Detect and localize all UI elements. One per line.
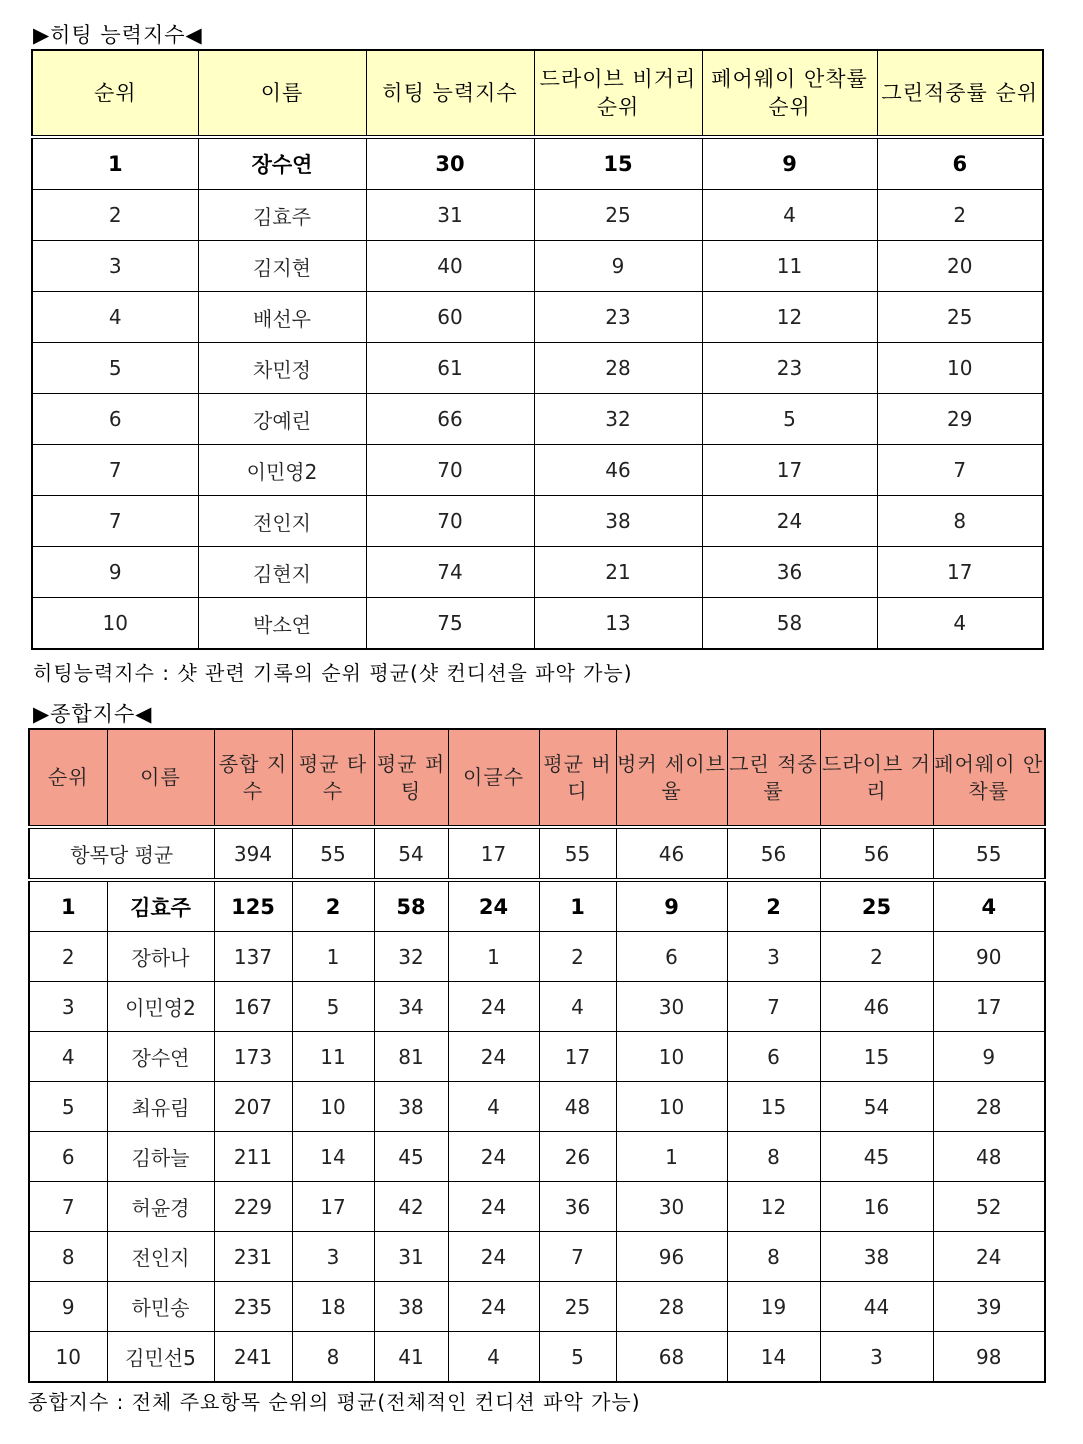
rank-cell: 4 (32, 292, 198, 343)
overall-index-cell: 231 (214, 1232, 292, 1282)
avg-putts-cell: 32 (374, 932, 448, 982)
eagles-cell: 1 (448, 932, 539, 982)
header-drive-distance: 드라이브 거리 (820, 729, 933, 827)
header-average-strokes: 평균 타수 (292, 729, 374, 827)
table-row (32, 445, 1043, 496)
drive-rank-cell: 15 (534, 137, 702, 190)
hitting-index-table (31, 49, 1044, 650)
fairway-accuracy-cell: 28 (933, 1082, 1045, 1132)
avg-birdies-cell: 26 (539, 1132, 616, 1182)
avg-putts-cell: 41 (374, 1332, 448, 1383)
avg-strokes-cell: 17 (292, 1182, 374, 1232)
overall-index-cell: 125 (214, 880, 292, 932)
hitting-index-cell: 75 (366, 598, 534, 650)
eagles-cell: 4 (448, 1082, 539, 1132)
fairway-rank-cell: 17 (702, 445, 877, 496)
avg-birdies-cell: 36 (539, 1182, 616, 1232)
rank-cell: 10 (29, 1332, 107, 1383)
green-accuracy-cell: 2 (727, 880, 820, 932)
table-row (29, 1332, 1045, 1383)
table-row (29, 1032, 1045, 1082)
header-rank: 순위 (29, 729, 107, 827)
avg-strokes-cell: 8 (292, 1332, 374, 1383)
green-rank-cell: 8 (877, 496, 1043, 547)
hitting-index-cell: 70 (366, 445, 534, 496)
name-cell: 김현지 (198, 547, 366, 598)
fairway-rank-cell: 4 (702, 190, 877, 241)
green-rank-cell: 4 (877, 598, 1043, 650)
name-cell: 전인지 (107, 1232, 214, 1282)
rank-cell: 8 (29, 1232, 107, 1282)
table-row (29, 880, 1045, 932)
average-avg-strokes-cell: 55 (292, 827, 374, 880)
green-accuracy-cell: 3 (727, 932, 820, 982)
avg-birdies-cell: 17 (539, 1032, 616, 1082)
rank-cell: 6 (29, 1132, 107, 1182)
table-row (29, 1232, 1045, 1282)
average-bunker-save-cell: 46 (616, 827, 727, 880)
eagles-cell: 24 (448, 880, 539, 932)
overall-index-cell: 167 (214, 982, 292, 1032)
average-label: 항목당 평균 (29, 827, 214, 880)
average-avg-putts-cell: 54 (374, 827, 448, 880)
table-row (29, 982, 1045, 1032)
avg-putts-cell: 38 (374, 1282, 448, 1332)
green-accuracy-cell: 14 (727, 1332, 820, 1383)
avg-putts-cell: 58 (374, 880, 448, 932)
overall-index-cell: 235 (214, 1282, 292, 1332)
bunker-save-cell: 1 (616, 1132, 727, 1182)
eagles-cell: 24 (448, 1132, 539, 1182)
table-row (32, 343, 1043, 394)
name-cell: 김효주 (198, 190, 366, 241)
name-cell: 하민송 (107, 1282, 214, 1332)
table-row (32, 547, 1043, 598)
bunker-save-cell: 30 (616, 982, 727, 1032)
green-rank-cell: 6 (877, 137, 1043, 190)
bunker-save-cell: 30 (616, 1182, 727, 1232)
green-rank-cell: 10 (877, 343, 1043, 394)
average-drive-distance-cell: 56 (820, 827, 933, 880)
bunker-save-cell: 6 (616, 932, 727, 982)
drive-distance-cell: 3 (820, 1332, 933, 1383)
drive-rank-cell: 23 (534, 292, 702, 343)
fairway-rank-cell: 12 (702, 292, 877, 343)
rank-cell: 1 (29, 880, 107, 932)
hitting-index-cell: 31 (366, 190, 534, 241)
avg-strokes-cell: 1 (292, 932, 374, 982)
fairway-accuracy-cell: 24 (933, 1232, 1045, 1282)
name-cell: 강예린 (198, 394, 366, 445)
table-row (32, 292, 1043, 343)
avg-birdies-cell: 4 (539, 982, 616, 1032)
green-rank-cell: 7 (877, 445, 1043, 496)
drive-distance-cell: 25 (820, 880, 933, 932)
bunker-save-cell: 10 (616, 1082, 727, 1132)
drive-rank-cell: 21 (534, 547, 702, 598)
drive-rank-cell: 46 (534, 445, 702, 496)
name-cell: 장하나 (107, 932, 214, 982)
table-row (29, 1282, 1045, 1332)
name-cell: 김지현 (198, 241, 366, 292)
table-row (32, 598, 1043, 650)
green-rank-cell: 25 (877, 292, 1043, 343)
name-cell: 허윤경 (107, 1182, 214, 1232)
fairway-accuracy-cell: 17 (933, 982, 1045, 1032)
hitting-index-cell: 61 (366, 343, 534, 394)
name-cell: 김하늘 (107, 1132, 214, 1182)
name-cell: 김민선5 (107, 1332, 214, 1383)
header-name: 이름 (107, 729, 214, 827)
green-accuracy-cell: 15 (727, 1082, 820, 1132)
green-rank-cell: 2 (877, 190, 1043, 241)
header-hitting-index: 히팅 능력지수 (366, 50, 534, 137)
average-fairway-accuracy-cell: 55 (933, 827, 1045, 880)
rank-cell: 7 (29, 1182, 107, 1232)
name-cell: 최유림 (107, 1082, 214, 1132)
drive-rank-cell: 25 (534, 190, 702, 241)
rank-cell: 6 (32, 394, 198, 445)
name-cell: 전인지 (198, 496, 366, 547)
fairway-rank-cell: 9 (702, 137, 877, 190)
header-rank: 순위 (32, 50, 198, 137)
header-green-rank: 그린적중률 순위 (877, 50, 1043, 137)
drive-distance-cell: 15 (820, 1032, 933, 1082)
avg-birdies-cell: 7 (539, 1232, 616, 1282)
drive-rank-cell: 28 (534, 343, 702, 394)
bunker-save-cell: 10 (616, 1032, 727, 1082)
hitting-index-cell: 30 (366, 137, 534, 190)
fairway-accuracy-cell: 90 (933, 932, 1045, 982)
name-cell: 차민정 (198, 343, 366, 394)
fairway-accuracy-cell: 52 (933, 1182, 1045, 1232)
table-row (32, 190, 1043, 241)
rank-cell: 5 (29, 1082, 107, 1132)
hitting-index-cell: 70 (366, 496, 534, 547)
drive-rank-cell: 9 (534, 241, 702, 292)
avg-strokes-cell: 10 (292, 1082, 374, 1132)
average-eagles-cell: 17 (448, 827, 539, 880)
name-cell: 박소연 (198, 598, 366, 650)
drive-rank-cell: 38 (534, 496, 702, 547)
hitting-index-cell: 60 (366, 292, 534, 343)
table-row (32, 241, 1043, 292)
hitting-index-note: 히팅능력지수 : 샷 관련 기록의 순위 평균(샷 컨디션을 파악 가능) (33, 661, 633, 685)
header-eagles: 이글수 (448, 729, 539, 827)
avg-strokes-cell: 2 (292, 880, 374, 932)
avg-putts-cell: 81 (374, 1032, 448, 1082)
header-overall-index: 종합 지수 (214, 729, 292, 827)
green-accuracy-cell: 12 (727, 1182, 820, 1232)
avg-birdies-cell: 1 (539, 880, 616, 932)
drive-distance-cell: 54 (820, 1082, 933, 1132)
table-row (32, 394, 1043, 445)
overall-index-cell: 207 (214, 1082, 292, 1132)
eagles-cell: 24 (448, 1032, 539, 1082)
rank-cell: 5 (32, 343, 198, 394)
name-cell: 장수연 (198, 137, 366, 190)
green-accuracy-cell: 7 (727, 982, 820, 1032)
bunker-save-cell: 9 (616, 880, 727, 932)
fairway-rank-cell: 23 (702, 343, 877, 394)
rank-cell: 10 (32, 598, 198, 650)
avg-putts-cell: 38 (374, 1082, 448, 1132)
overall-index-cell: 211 (214, 1132, 292, 1182)
overall-index-cell: 173 (214, 1032, 292, 1082)
rank-cell: 9 (32, 547, 198, 598)
header-fairway-rank: 페어웨이 안착률 순위 (702, 50, 877, 137)
table-row (29, 1082, 1045, 1132)
avg-strokes-cell: 11 (292, 1032, 374, 1082)
overall-index-cell: 137 (214, 932, 292, 982)
table-row (32, 137, 1043, 190)
hitting-index-header-row (32, 50, 1043, 137)
eagles-cell: 4 (448, 1332, 539, 1383)
overall-index-note: 종합지수 : 전체 주요항목 순위의 평균(전체적인 컨디션 파악 가능) (28, 1390, 641, 1414)
table-row (29, 1182, 1045, 1232)
green-rank-cell: 20 (877, 241, 1043, 292)
green-accuracy-cell: 6 (727, 1032, 820, 1082)
green-rank-cell: 29 (877, 394, 1043, 445)
avg-birdies-cell: 2 (539, 932, 616, 982)
bunker-save-cell: 28 (616, 1282, 727, 1332)
avg-birdies-cell: 5 (539, 1332, 616, 1383)
header-drive-distance-rank: 드라이브 비거리순위 (534, 50, 702, 137)
average-overall-index-cell: 394 (214, 827, 292, 880)
table-row (29, 1132, 1045, 1182)
hitting-index-cell: 40 (366, 241, 534, 292)
rank-cell: 4 (29, 1032, 107, 1082)
avg-putts-cell: 42 (374, 1182, 448, 1232)
header-green-accuracy: 그린 적중률 (727, 729, 820, 827)
eagles-cell: 24 (448, 1182, 539, 1232)
drive-rank-cell: 32 (534, 394, 702, 445)
name-cell: 김효주 (107, 880, 214, 932)
eagles-cell: 24 (448, 1232, 539, 1282)
rank-cell: 9 (29, 1282, 107, 1332)
overall-index-cell: 241 (214, 1332, 292, 1383)
drive-distance-cell: 16 (820, 1182, 933, 1232)
bunker-save-cell: 68 (616, 1332, 727, 1383)
fairway-accuracy-cell: 48 (933, 1132, 1045, 1182)
name-cell: 이민영2 (107, 982, 214, 1032)
avg-putts-cell: 45 (374, 1132, 448, 1182)
drive-distance-cell: 45 (820, 1132, 933, 1182)
hitting-index-cell: 66 (366, 394, 534, 445)
drive-distance-cell: 44 (820, 1282, 933, 1332)
overall-index-cell: 229 (214, 1182, 292, 1232)
fairway-accuracy-cell: 4 (933, 880, 1045, 932)
name-cell: 배선우 (198, 292, 366, 343)
header-bunker-save: 벙커 세이브율 (616, 729, 727, 827)
rank-cell: 7 (32, 445, 198, 496)
overall-index-title: ▶종합지수◀ (33, 702, 153, 726)
avg-strokes-cell: 3 (292, 1232, 374, 1282)
drive-distance-cell: 38 (820, 1232, 933, 1282)
header-name: 이름 (198, 50, 366, 137)
fairway-rank-cell: 5 (702, 394, 877, 445)
fairway-accuracy-cell: 9 (933, 1032, 1045, 1082)
fairway-rank-cell: 58 (702, 598, 877, 650)
avg-putts-cell: 31 (374, 1232, 448, 1282)
drive-rank-cell: 13 (534, 598, 702, 650)
avg-strokes-cell: 5 (292, 982, 374, 1032)
bunker-save-cell: 96 (616, 1232, 727, 1282)
fairway-rank-cell: 36 (702, 547, 877, 598)
avg-birdies-cell: 25 (539, 1282, 616, 1332)
overall-index-header-row (29, 729, 1045, 827)
average-green-accuracy-cell: 56 (727, 827, 820, 880)
green-accuracy-cell: 8 (727, 1232, 820, 1282)
avg-strokes-cell: 14 (292, 1132, 374, 1182)
green-accuracy-cell: 8 (727, 1132, 820, 1182)
header-fairway-accuracy: 페어웨이 안착률 (933, 729, 1045, 827)
rank-cell: 3 (32, 241, 198, 292)
eagles-cell: 24 (448, 1282, 539, 1332)
average-row (29, 827, 1045, 880)
rank-cell: 1 (32, 137, 198, 190)
rank-cell: 3 (29, 982, 107, 1032)
rank-cell: 2 (29, 932, 107, 982)
fairway-accuracy-cell: 98 (933, 1332, 1045, 1383)
fairway-rank-cell: 11 (702, 241, 877, 292)
rank-cell: 2 (32, 190, 198, 241)
fairway-rank-cell: 24 (702, 496, 877, 547)
green-rank-cell: 17 (877, 547, 1043, 598)
header-average-putts: 평균 퍼팅 (374, 729, 448, 827)
hitting-index-cell: 74 (366, 547, 534, 598)
drive-distance-cell: 46 (820, 982, 933, 1032)
header-average-birdies: 평균 버디 (539, 729, 616, 827)
avg-strokes-cell: 18 (292, 1282, 374, 1332)
avg-putts-cell: 34 (374, 982, 448, 1032)
name-cell: 장수연 (107, 1032, 214, 1082)
fairway-accuracy-cell: 39 (933, 1282, 1045, 1332)
table-row (29, 932, 1045, 982)
average-avg-birdies-cell: 55 (539, 827, 616, 880)
green-accuracy-cell: 19 (727, 1282, 820, 1332)
hitting-index-title: ▶히팅 능력지수◀ (33, 23, 203, 47)
avg-birdies-cell: 48 (539, 1082, 616, 1132)
table-row (32, 496, 1043, 547)
eagles-cell: 24 (448, 982, 539, 1032)
rank-cell: 7 (32, 496, 198, 547)
name-cell: 이민영2 (198, 445, 366, 496)
overall-index-table (28, 728, 1046, 1383)
drive-distance-cell: 2 (820, 932, 933, 982)
